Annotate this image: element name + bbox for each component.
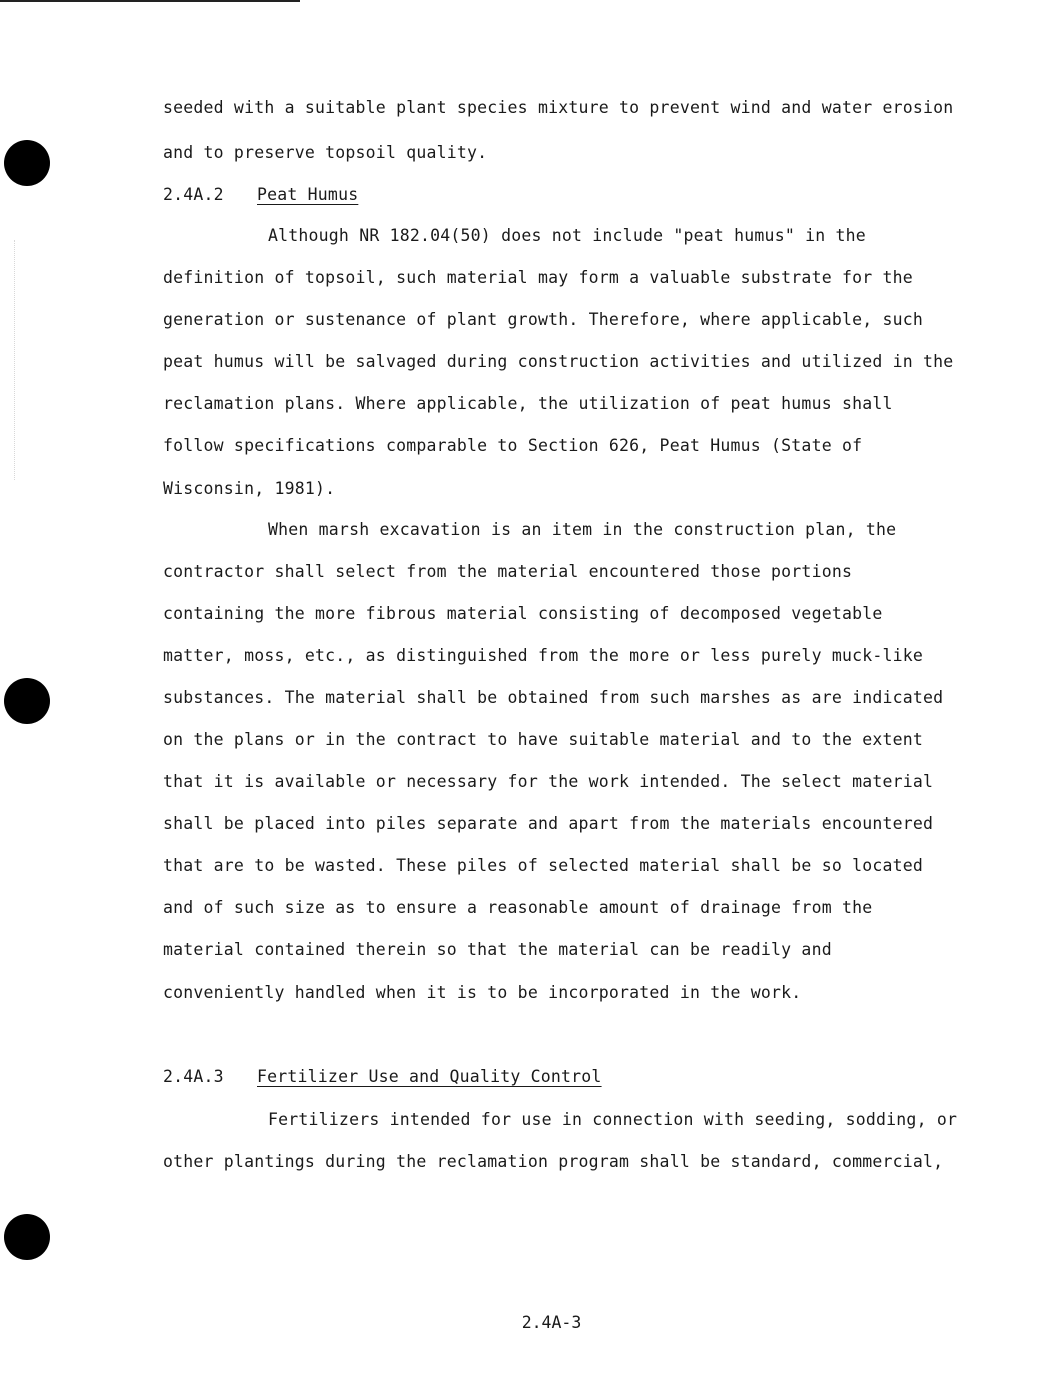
body-line: generation or sustenance of plant growth. Therefore, where applicable, such [163,310,924,329]
body-line: and to preserve topsoil quality. [163,143,488,162]
page-number: 2.4A-3 [521,1313,582,1332]
body-line: conveniently handled when it is to be incorporated in the work. [163,983,802,1002]
body-line: containing the more fibrous material consisting of decomposed vegetable [163,604,883,623]
punch-hole-top [4,140,50,186]
scan-margin-marks [14,240,23,480]
body-line: follow specifications comparable to Section 626, Peat Humus (State of [163,436,863,455]
body-line: matter, moss, etc., as distinguished from the more or less purely muck-like [163,646,924,665]
body-line: Fertilizers intended for use in connection with seeding, sodding, or [268,1110,958,1129]
top-edge-line [0,0,300,2]
body-line: shall be placed into piles separate and apart from the materials encountered [163,814,934,833]
body-line: that it is available or necessary for the work intended. The select material [163,772,934,791]
body-line: definition of topsoil, such material may form a valuable substrate for the [163,268,913,287]
section-heading [163,185,358,205]
body-line: When marsh excavation is an item in the construction plan, the [268,520,897,539]
body-line: Although NR 182.04(50) does not include "peat humus" in the [268,226,866,245]
body-line: Wisconsin, 1981). [163,479,336,498]
punch-hole-middle [4,678,50,724]
punch-hole-bottom [4,1214,50,1260]
section-number: 2.4A.2 [163,185,224,204]
body-line: material contained therein so that the material can be readily and [163,940,832,959]
body-line: on the plans or in the contract to have suitable material and to the extent [163,730,924,749]
section-number: 2.4A.3 [163,1067,224,1086]
section-title: Peat Humus [257,185,359,204]
body-line: substances. The material shall be obtained from such marshes as are indicated [163,688,944,707]
body-line: other plantings during the reclamation program shall be standard, commercial, [163,1152,944,1171]
body-line: seeded with a suitable plant species mixture to prevent wind and water erosion [163,98,954,117]
body-line: peat humus will be salvaged during construction activities and utilized in the [163,352,954,371]
section-title: Fertilizer Use and Quality Control [257,1067,602,1086]
body-line: contractor shall select from the material encountered those portions [163,562,853,581]
body-line: and of such size as to ensure a reasonable amount of drainage from the [163,898,873,917]
body-line: reclamation plans. Where applicable, the utilization of peat humus shall [163,394,893,413]
section-heading [163,1067,602,1087]
body-line: that are to be wasted. These piles of selected material shall be so located [163,856,924,875]
